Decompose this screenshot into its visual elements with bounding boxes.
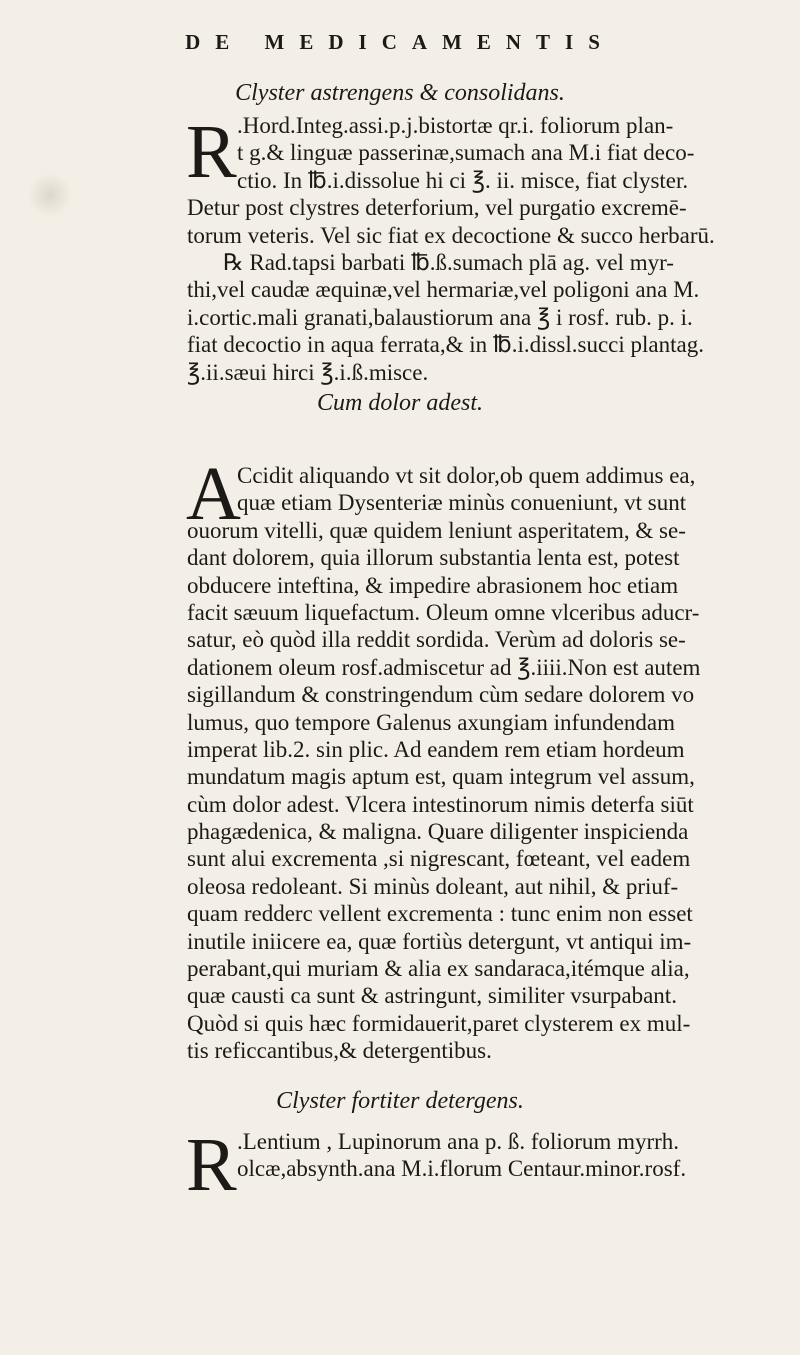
text-line: ℞ Rad.tapsi barbati ℔.ß.sumach plā ag. vel myr- bbox=[223, 249, 674, 275]
text-line: Quòd si quis hæc formidauerit,paret clysterem ex mul- bbox=[187, 1010, 691, 1036]
text-line: perabant,qui muriam & alia ex sandaraca,itémque alia, bbox=[187, 956, 690, 982]
recipe-paragraph bbox=[187, 112, 787, 386]
text-line: .Lentium , Lupinorum ana p. ß. foliorum myrrh. bbox=[237, 1129, 680, 1154]
running-header: DE MEDICAMENTIS bbox=[185, 30, 615, 54]
text-line: obducere inteftina, & impedire abrasionem hoc etiam bbox=[187, 572, 679, 598]
text-line: Detur post clystres deterforium, vel purgatio excremē- bbox=[187, 195, 687, 221]
section-title: Clyster fortiter detergens. bbox=[276, 1088, 524, 1114]
text-line: dant dolorem, quia illorum substantia lenta est, potest bbox=[187, 545, 680, 571]
text-line: satur, eò quòd illa reddit sordida. Verùm ad doloris se- bbox=[187, 627, 686, 653]
text-line: facit sæuum liquefactum. Oleum omne vlceribus aducr- bbox=[187, 599, 700, 625]
text-line: cùm dolor adest. Vlcera intestinorum nimis deterfa siūt bbox=[187, 791, 694, 817]
drop-cap: R bbox=[186, 1123, 237, 1207]
text-line: oleosa redoleant. Si minùs doleant, aut nihil, & priuf- bbox=[187, 873, 679, 899]
section-title: Cum dolor adest. bbox=[316, 390, 483, 416]
text-line: ouorum vitelli, quæ quidem leniunt asperitatem, & se- bbox=[187, 517, 686, 543]
text-paragraph bbox=[187, 462, 787, 1065]
recipe-paragraph bbox=[187, 1128, 787, 1183]
text-line: olcæ,absynth.ana M.i.florum Centaur.minor.rosf. bbox=[237, 1156, 687, 1182]
drop-cap: R bbox=[186, 110, 237, 194]
text-line: lumus, quo tempore Galenus axungiam infundendam bbox=[187, 709, 676, 735]
text-line: dationem oleum rosf.admiscetur ad ℥.iiii.Non est autem bbox=[187, 654, 701, 680]
text-line: i.cortic.mali granati,balaustiorum ana ℥ i rosf. rub. p. i. bbox=[187, 304, 693, 330]
text-line: Ccidit aliquando vt sit dolor,ob quem addimus ea, bbox=[237, 463, 696, 488]
drop-cap: A bbox=[186, 452, 241, 536]
text-line: thi,vel caudæ æquinæ,vel hermariæ,vel poligoni ana M. bbox=[187, 277, 700, 303]
text-line: ctio. In ℔.i.dissolue hi ci ℥. ii. misce, fiat clyster. bbox=[237, 167, 689, 193]
text-line: mundatum magis aptum est, quam integrum vel assum, bbox=[187, 764, 695, 790]
paper-stain bbox=[25, 175, 75, 215]
text-line: quæ causti ca sunt & astringunt, similiter vsurpabant. bbox=[187, 983, 677, 1009]
text-line: sigillandum & constringendum cùm sedare dolorem vo bbox=[187, 682, 695, 708]
text-line: fiat decoctio in aqua ferrata,& in ℔.i.dissl.succi plantag. bbox=[187, 332, 704, 358]
text-line: inutile iniicere ea, quæ fortiùs detergunt, vt antiqui im- bbox=[187, 928, 692, 954]
text-line: quam redderc vellent excrementa : tunc enim non esset bbox=[187, 901, 693, 927]
text-line: .Hord.Integ.assi.p.j.bistortæ qr.i. foliorum plan- bbox=[237, 113, 674, 138]
text-line: ℥.ii.sæui hirci ℥.i.ß.misce. bbox=[187, 359, 429, 385]
text-line: phagædenica, & maligna. Quare diligenter inspicienda bbox=[187, 819, 689, 845]
section-title: Clyster astrengens & consolidans. bbox=[235, 80, 565, 106]
text-line: quæ etiam Dysenteriæ minùs conueniunt, vt sunt bbox=[237, 490, 687, 516]
text-line: tis reficcantibus,& detergentibus. bbox=[187, 1038, 492, 1064]
text-line: imperat lib.2. sin plic. Ad eandem rem etiam hordeum bbox=[187, 736, 685, 762]
text-line: torum veteris. Vel sic fiat ex decoctione & succo herbarū. bbox=[187, 222, 715, 248]
text-line: t g.& linguæ passerinæ,sumach ana M.i fiat deco- bbox=[237, 140, 695, 166]
text-line: sunt alui excrementa ,si nigrescant, fœteant, vel eadem bbox=[187, 846, 691, 872]
